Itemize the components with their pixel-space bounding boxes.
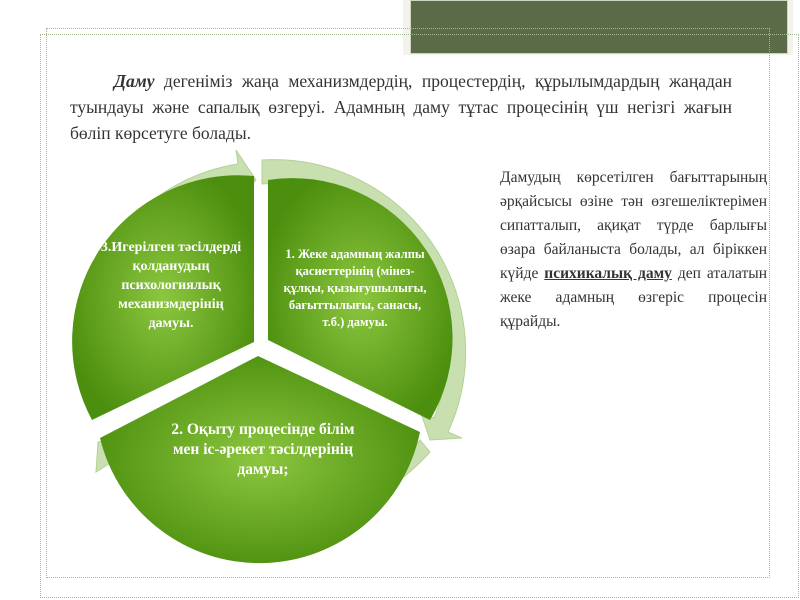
side-term: психикалық даму bbox=[544, 265, 672, 282]
segment-1-label: 1. Жеке адамның жалпы қасиеттерінің (мінез-құлқы, қызығушылығы, бағыттылығы, санасы, т.б.) дамуы. bbox=[283, 247, 427, 329]
intro-lead-term: Даму bbox=[114, 71, 155, 91]
segment-3-label: 3.Игерілген тәсілдерді қолданудың психологиялық механизмдерінің дамуы. bbox=[100, 240, 242, 331]
side-text-start: Дамудың көрсетілген бағыттарының әрқайсысы өзіне тән өзгешеліктерімен сипатталып, ақиқат түрде барлығы өзара байланыста болады, ал біріккен күйде bbox=[500, 169, 767, 282]
side-text-end: деп аталатын жеке адамның өзгеріс процесін құрайды. bbox=[500, 265, 768, 330]
segment-2-label: 2. Оқыту процесінде білім мен іс-әрекет тәсілдерінің дамуы; bbox=[171, 421, 355, 478]
intro-text: дегеніміз жаңа механизмдердің, процестердің, құрылымдардың жаңадан туындауы және сапалық өзгеруі. Адамның даму тұтас процесінің үш негізгі жағын бөліп көрсетуге болады. bbox=[70, 71, 732, 143]
side-paragraph bbox=[500, 166, 767, 334]
